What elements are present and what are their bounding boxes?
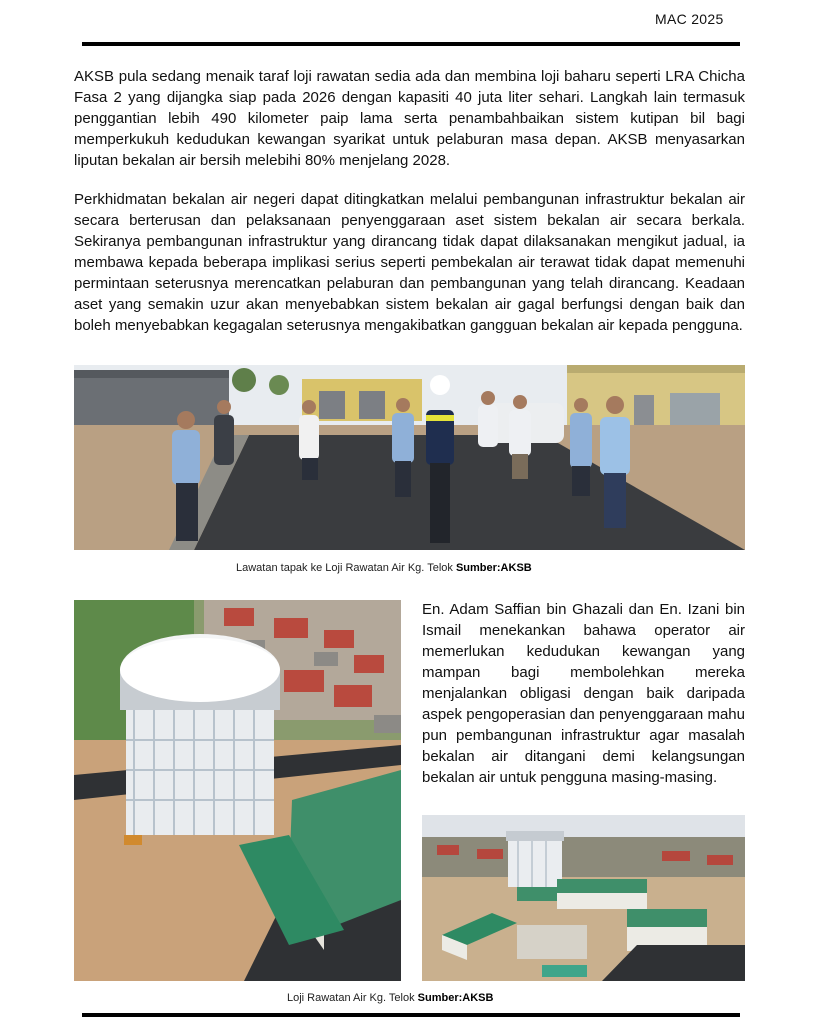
site-visit-photo: [74, 365, 745, 550]
caption-source: Sumber:AKSB: [455, 562, 532, 574]
treatment-plant-photo: [422, 815, 745, 981]
paragraph-3: En. Adam Saffian bin Ghazali dan En. Izani bin Ismail menekankan bahawa operator air memerlukan kedudukan kewangan yang mampan bagi membolehkan mereka menjalankan obligasi dengan baik daripada aspek pengoperasian dan penyenggaraan mahu pun pembangunan infrastruktur agar masalah bekalan air ditangani demi kelangsungan bekalan air untuk pengguna masing-masing.: [422, 601, 745, 786]
footer-rule: [82, 1013, 740, 1017]
header-rule: [82, 42, 740, 46]
water-tower-photo: [74, 600, 401, 981]
paragraph-2: Perkhidmatan bekalan air negeri dapat ditingkatkan melalui pembangunan infrastruktur bekalan air secara berterusan dan pelaksanaan penyenggaraan aset sistem bekalan air secara berkala. Sekiranya pembangunan infrastruktur yang dirancang tidak dapat dilaksanakan mengikut jadual, ia membawa kepada beberapa implikasi serius seperti pembekalan air terawat tidak dapat memenuhi permintaan seterusnya merencatkan pelaburan dan pembangunan yang telah dirancang. Keadaan aset yang semakin uzur akan menyebabkan sistem bekalan air gagal berfungsi dengan baik dan boleh menyebabkan kegagalan seterusnya mengakibatkan gangguan bekalan air kepada pengguna.: [74, 191, 745, 334]
caption-source: Sumber:AKSB: [417, 992, 494, 1004]
site-visit-caption: [236, 562, 532, 574]
paragraph-1: AKSB pula sedang menaik taraf loji rawatan sedia ada dan membina loji baharu seperti LRA Chicha Fasa 2 yang dijangka siap pada 2026 dengan kapasiti 40 juta liter sehari. Langkah lain termasuk penggantian lebih 490 kilometer paip lama serta penambahbaikan sistem kutipan bil bagi memperkukuh kedudukan kewangan syarikat untuk pelaburan masa depan. AKSB menyasarkan liputan bekalan air bersih melebihi 80% menjelang 2028.: [74, 68, 745, 169]
caption-text: Loji Rawatan Air Kg. Telok: [287, 992, 418, 1004]
caption-text: Lawatan tapak ke Loji Rawatan Air Kg. Telok: [236, 562, 456, 574]
issue-date: MAC 2025: [655, 11, 724, 27]
treatment-plant-caption: [287, 992, 493, 1004]
